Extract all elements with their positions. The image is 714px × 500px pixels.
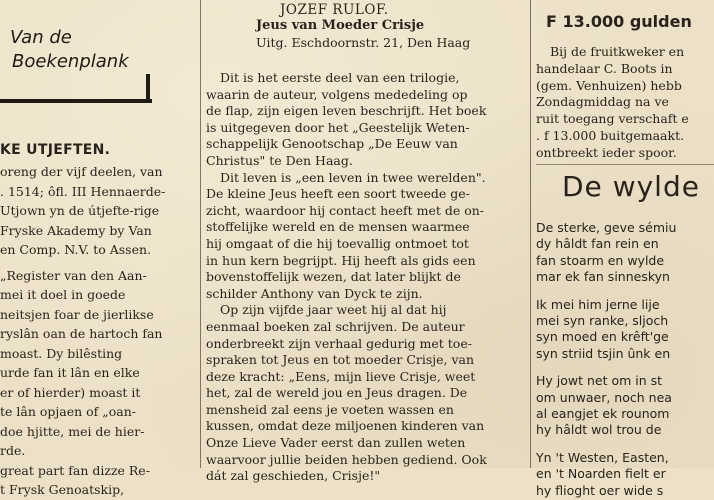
- text-line: schappelijk Genootschap „De Eeuw van: [206, 136, 458, 152]
- review-publisher: Uitg. Eschdoornstr. 21, Den Haag: [256, 35, 471, 50]
- text-line: . f 13.000 buitgemaakt.: [536, 127, 685, 143]
- text-line: bovenstoffelijk wezen, dat later blijkt de: [206, 269, 461, 285]
- poem-line: fan stoarm en wylde: [536, 252, 665, 268]
- text-line: in hun kern begrijpt. Hij heeft als gids een: [206, 252, 476, 268]
- middle-column: [206, 0, 528, 484]
- text-line: Bij de fruitkweker en: [550, 44, 685, 59]
- text-line: great part fan dizze Re-: [0, 462, 150, 478]
- poem-body: [536, 220, 714, 499]
- text-line: mensheid zal eens je voeten wassen en: [206, 401, 454, 417]
- text-line: hij omgaat of die hij toevallig ontmoet tot: [206, 235, 469, 251]
- text-line: mei it doel in goede: [0, 287, 126, 302]
- text-line: doe hjitte, mei de hier-: [0, 423, 145, 439]
- news-headline: F 13.000 gulden: [546, 12, 692, 31]
- poem-line: hy flioght oer wide s: [536, 482, 664, 498]
- text-line: en Comp. N.V. to Assen.: [0, 242, 152, 257]
- text-line: de flap, zijn eigen leven beschrijft. Het boek: [206, 103, 487, 119]
- poem-line: syn moed en krêft'ge: [536, 329, 669, 345]
- poem-line: om unwaer, noch nea: [536, 389, 672, 405]
- news-body: [536, 44, 714, 162]
- poem-line: en 't Noarden fielt er: [536, 466, 666, 482]
- poem-line: Ik mei him jerne lije: [536, 296, 660, 312]
- poem-line: hy hâldt wol trou de: [536, 422, 662, 438]
- text-line: Dit leven is „een leven in twee werelden".: [220, 169, 486, 185]
- text-line: (gem. Venhuizen) hebb: [536, 77, 682, 93]
- text-line: is uitgegeven door het „Geestelijk Weten-: [206, 119, 470, 135]
- review-book-title: Jeus van Moeder Crisje: [256, 18, 425, 33]
- text-line: Utjown yn de útjefte-rige: [0, 203, 160, 218]
- text-line: Zondagmiddag na ve: [536, 94, 669, 110]
- text-line: ruit toegang verschaft e: [536, 111, 689, 127]
- text-line: er of hierder) moast it: [0, 384, 141, 400]
- poem-line: mar ek fan sinneskyn: [536, 269, 670, 285]
- bookplank-title-line2: Boekenplank: [12, 51, 129, 72]
- text-line: moast. Dy bilêsting: [0, 345, 123, 361]
- poem-line: De sterke, geve sémiu: [536, 220, 677, 235]
- text-line: waarvoor jullie beiden hebben gediend. Ook: [206, 451, 487, 467]
- poem-line: Yn 't Westen, Easten,: [536, 449, 669, 465]
- left-article-text: [0, 162, 196, 500]
- right-column: [534, 0, 714, 498]
- poem-title: De wylde: [562, 170, 700, 203]
- text-line: waarin de auteur, volgens mededeling op: [206, 86, 468, 102]
- text-line: t Frysk Genoatskip,: [0, 482, 125, 497]
- left-column: [0, 0, 196, 497]
- text-line: ontbreekt ieder spoor.: [536, 144, 677, 160]
- text-line: Dit is het eerste deel van een trilogie,: [220, 70, 460, 85]
- text-line: Onze Lieve Vader eerst dan zullen weten: [206, 435, 466, 451]
- bookplank-logo: [0, 22, 160, 104]
- text-line: „Register van den Aan-: [0, 267, 147, 283]
- text-line: onderbreekt zijn verhaal gedurig met toe-: [206, 335, 472, 351]
- text-line: dát zal geschieden, Crisje!": [206, 468, 381, 484]
- text-line: kussen, omdat deze miljoenen kinderen van: [206, 418, 485, 434]
- poem-line: syn striid tsjin ûnk en: [536, 345, 671, 361]
- shelf-bracket: [146, 74, 150, 103]
- text-line: ryslân oan de hartoch fan: [0, 326, 163, 341]
- text-line: Op zijn vijfde jaar weet hij al dat hij: [220, 302, 447, 318]
- review-body: [206, 70, 528, 485]
- text-line: eenmaal boeken zal schrijven. De auteur: [206, 318, 465, 334]
- text-line: handelaar C. Boots in: [536, 60, 673, 76]
- text-line: zicht, waardoor hij contact heeft met de on-: [206, 202, 485, 218]
- shelf-line: [0, 99, 152, 103]
- column-divider: [200, 0, 201, 468]
- text-line: stoffelijke wereld en de mensen waarmee: [206, 219, 470, 235]
- text-line: schilder Anthony van Dyck te zijn.: [206, 285, 423, 301]
- text-line: oreng der vijf deelen, van: [0, 164, 163, 179]
- text-line: urde fan it lân en elke: [0, 365, 140, 380]
- poem-line: al eangjet ek rounom: [536, 406, 670, 422]
- text-line: De kleine Jeus heeft een soort tweede ge-: [206, 186, 470, 202]
- review-author: JOZEF RULOF.: [280, 2, 389, 18]
- text-line: te lân opjaen of „oan-: [0, 404, 136, 419]
- section-divider: [536, 164, 714, 165]
- text-line: Fryske Akademy by Van: [0, 222, 152, 238]
- poem-line: mei syn ranke, sljoch: [536, 313, 669, 329]
- poem-line: Hy jowt net om in st: [536, 373, 663, 389]
- text-line: deze kracht: „Eens, mijn lieve Crisje, weet: [206, 368, 476, 384]
- section-heading: KE UTJEFTEN.: [0, 142, 111, 158]
- text-line: het, zal de wereld jou en Jeus dragen. De: [206, 385, 468, 401]
- text-line: spraken tot Jeus en tot moeder Crisje, van: [206, 352, 475, 368]
- text-line: rde.: [0, 443, 26, 458]
- text-line: neitsjen foar de jierlikse: [0, 306, 154, 322]
- text-line: Christus" te Den Haag.: [206, 152, 353, 168]
- bookplank-title-line1: Van de: [10, 27, 72, 48]
- poem-line: dy hâldt fan rein en: [536, 236, 659, 252]
- column-divider: [530, 0, 531, 468]
- text-line: . 1514; ôfl. III Hennaerde-: [0, 183, 166, 199]
